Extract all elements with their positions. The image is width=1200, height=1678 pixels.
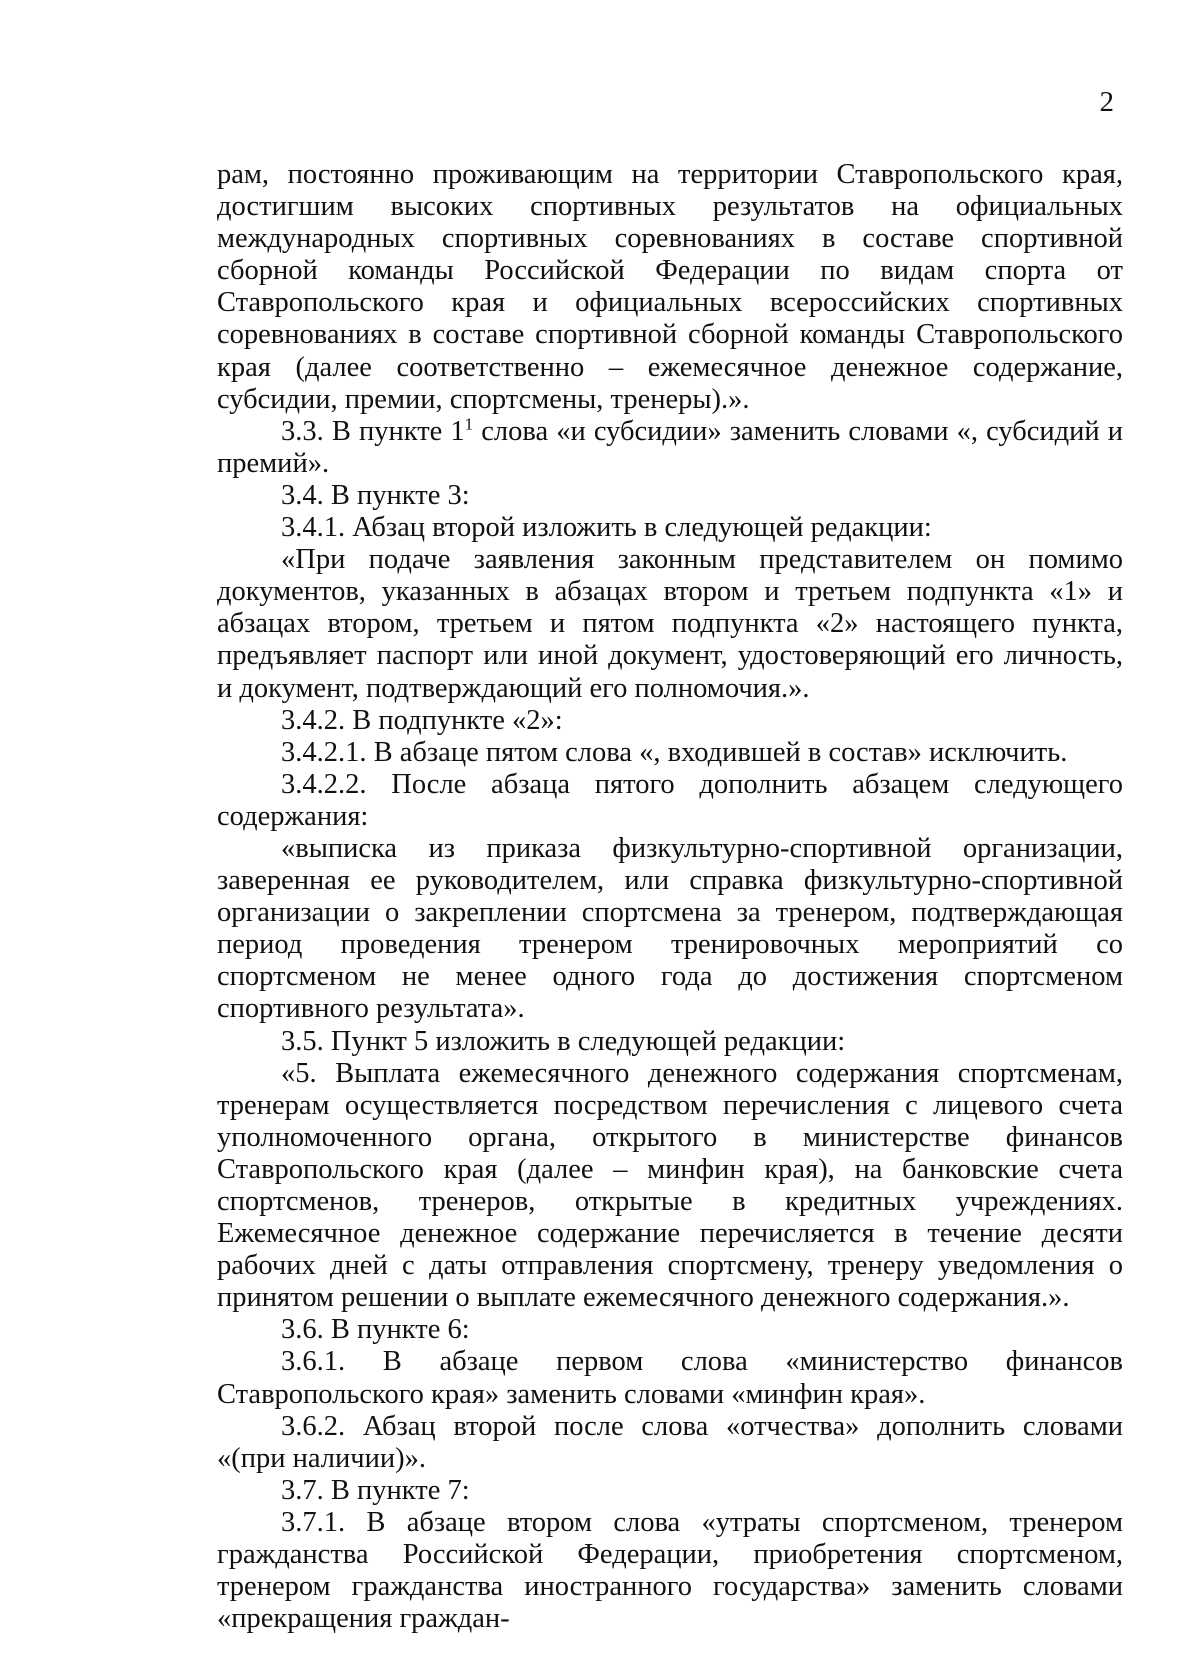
paragraph-continuation: рам, постоянно проживающим на территории Ставропольского края, достигшим высоких спортивных результатов на официальных международных спортивных соревнованиях в составе спортивной сборной команды Российской Федерации по видам спорта от Ставропольского края и официальных всероссийских спортивных соревнованиях в составе спортивной сборной команды Ставропольского края (далее соответственно – ежемесячное денежное содержание, субсидии, премии, спортсмены, тренеры).». [217,159,1123,415]
paragraph-quote-representative: «При подаче заявления законным представителем он помимо документов, указанных в абзацах втором и третьем подпункта «1» и абзацах втором, третьем и пятом подпункта «2» настоящего пункта, предъявляет паспорт или иной документ, удостоверяющий его личность, и документ, подтверждающий его полномочия.». [217,544,1123,704]
paragraph-3-4: 3.4. В пункте 3: [281,479,470,511]
paragraph-3-6: 3.6. В пункте 6: [281,1314,470,1346]
paragraph-3-7: 3.7. В пункте 7: [281,1474,470,1506]
paragraph-3-4-2-2: 3.4.2.2. После абзаца пятого дополнить абзацем следующего содержания: [217,768,1123,832]
paragraph-3-6-2: 3.6.2. Абзац второй после слова «отчества» дополнить словами «(при наличии)». [217,1410,1123,1474]
paragraph-3-7-1: 3.7.1. В абзаце втором слова «утраты спортсменом, тренером гражданства Российской Федерации, приобретения спортсменом, тренером гражданства иностранного государства» заменить словами «прекращения граждан- [217,1506,1123,1635]
paragraph-3-4-2-1: 3.4.2.1. В абзаце пятом слова «, входившей в состав» исключить. [281,736,1068,768]
document-body [217,159,1123,1635]
paragraph-3-3-end: слова «и субсидии» заменить словами «, субсидий и премий». [217,415,1124,479]
page-number: 2 [1099,86,1114,118]
paragraph-3-4-2: 3.4.2. В подпункте «2»: [281,704,563,736]
paragraph-3-6-1: 3.6.1. В абзаце первом слова «министерство финансов Ставропольского края» заменить словами «минфин края». [217,1346,1123,1410]
paragraph-3-4-1: 3.4.1. Абзац второй изложить в следующей редакции: [281,512,932,544]
paragraph-3-3-start: 3.3. В пункте 1 [281,415,465,447]
superscript-mark: 1 [464,414,474,434]
paragraph-quote-point-5: «5. Выплата ежемесячного денежного содержания спортсменам, тренерам осуществляется посредством перечисления с лицевого счета уполномоченного органа, открытого в министерстве финансов Ставропольского края (далее – минфин края), на банковские счета спортсменов, тренеров, открытые в кредитных учреждениях. Ежемесячное денежное содержание перечисляется в течение десяти рабочих дней с даты отправления спортсмену, тренеру уведомления о принятом решении о выплате ежемесячного денежного содержания.». [217,1057,1123,1314]
paragraph-quote-extract: «выписка из приказа физкультурно-спортивной организации, заверенная ее руководителем, или справка физкультурно-спортивной организации о закреплении спортсмена за тренером, подтверждающая период проведения тренером тренировочных мероприятий со спортсменом не менее одного года до достижения спортсменом спортивного результата». [217,832,1123,1025]
paragraph-3-3 [217,416,1123,480]
paragraph-3-5: 3.5. Пункт 5 изложить в следующей редакции: [281,1025,846,1057]
